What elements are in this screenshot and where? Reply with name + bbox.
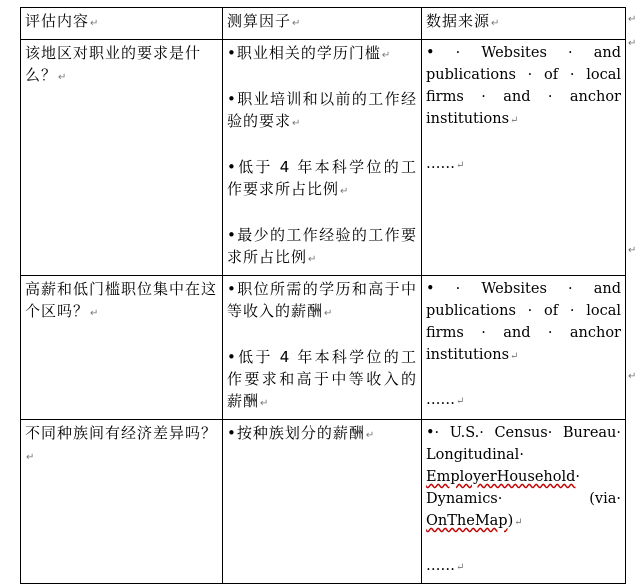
- source-cell: [422, 276, 626, 420]
- table-row: [21, 276, 626, 420]
- source-text: •· U.S.· Census· Bureau· Longitudinal· EmployerHousehold· Dynamics· (via· OnTheMap)↵: [426, 425, 621, 529]
- content-text: 不同种族间有经济差异吗？: [25, 424, 218, 442]
- source-text: • · Websites · and publications · of · local firms · and · anchor institutions↵: [426, 45, 621, 127]
- row-end-mark: ↵: [628, 371, 637, 382]
- source-text: • · Websites · and publications · of · local firms · and · anchor institutions↵: [426, 281, 621, 363]
- row-end-mark: ↵: [628, 38, 637, 49]
- evaluation-table: [20, 7, 626, 584]
- factor-cell: [223, 40, 422, 276]
- factor-item: •按种族划分的薪酬↵: [227, 424, 375, 442]
- content-text: 该地区对职业的要求是什么？: [25, 44, 202, 84]
- source-ellipsis: ……↵: [426, 558, 465, 574]
- source-cell: [422, 420, 626, 584]
- header-cell: 评估内容↵: [21, 8, 223, 40]
- source-ellipsis: ……↵: [426, 392, 465, 408]
- spellcheck-underlined-word: EmployerHousehold: [426, 469, 576, 485]
- header-assessment: 评估内容: [25, 12, 90, 30]
- content-cell: 高薪和低门槛职位集中在这个区吗？↵: [21, 276, 223, 420]
- table-row: [21, 420, 626, 584]
- source-ellipsis: ……↵: [426, 156, 465, 172]
- factor-item: •最少的工作经验的工作要求所占比例↵: [227, 226, 417, 266]
- factor-item: •职业相关的学历门槛↵: [227, 44, 391, 62]
- header-factor: 测算因子: [227, 12, 292, 30]
- content-cell: 该地区对职业的要求是什么？↵: [21, 40, 223, 276]
- header-cell: 测算因子↵: [223, 8, 422, 40]
- document-table-container: [20, 7, 626, 584]
- content-cell: 不同种族间有经济差异吗？↵: [21, 420, 223, 584]
- factor-item: •低于 4 年本科学位的工作要求和高于中等收入的薪酬↵: [227, 348, 417, 410]
- factor-cell: [223, 420, 422, 584]
- factor-item: •低于 4 年本科学位的工作要求所占比例↵: [227, 158, 417, 198]
- factor-item: •职业培训和以前的工作经验的要求↵: [227, 90, 417, 130]
- row-end-mark: ↵: [628, 14, 637, 25]
- header-source: 数据来源: [426, 12, 491, 30]
- header-cell: 数据来源↵: [422, 8, 626, 40]
- content-text: 高薪和低门槛职位集中在这个区吗？: [25, 280, 218, 320]
- row-end-mark: ↵: [628, 245, 637, 256]
- table-row: [21, 40, 626, 276]
- factor-cell: [223, 276, 422, 420]
- table-header-row: [21, 8, 626, 40]
- factor-item: •职位所需的学历和高于中等收入的薪酬↵: [227, 280, 417, 320]
- source-cell: [422, 40, 626, 276]
- spellcheck-underlined-word: OnTheMap: [426, 513, 508, 529]
